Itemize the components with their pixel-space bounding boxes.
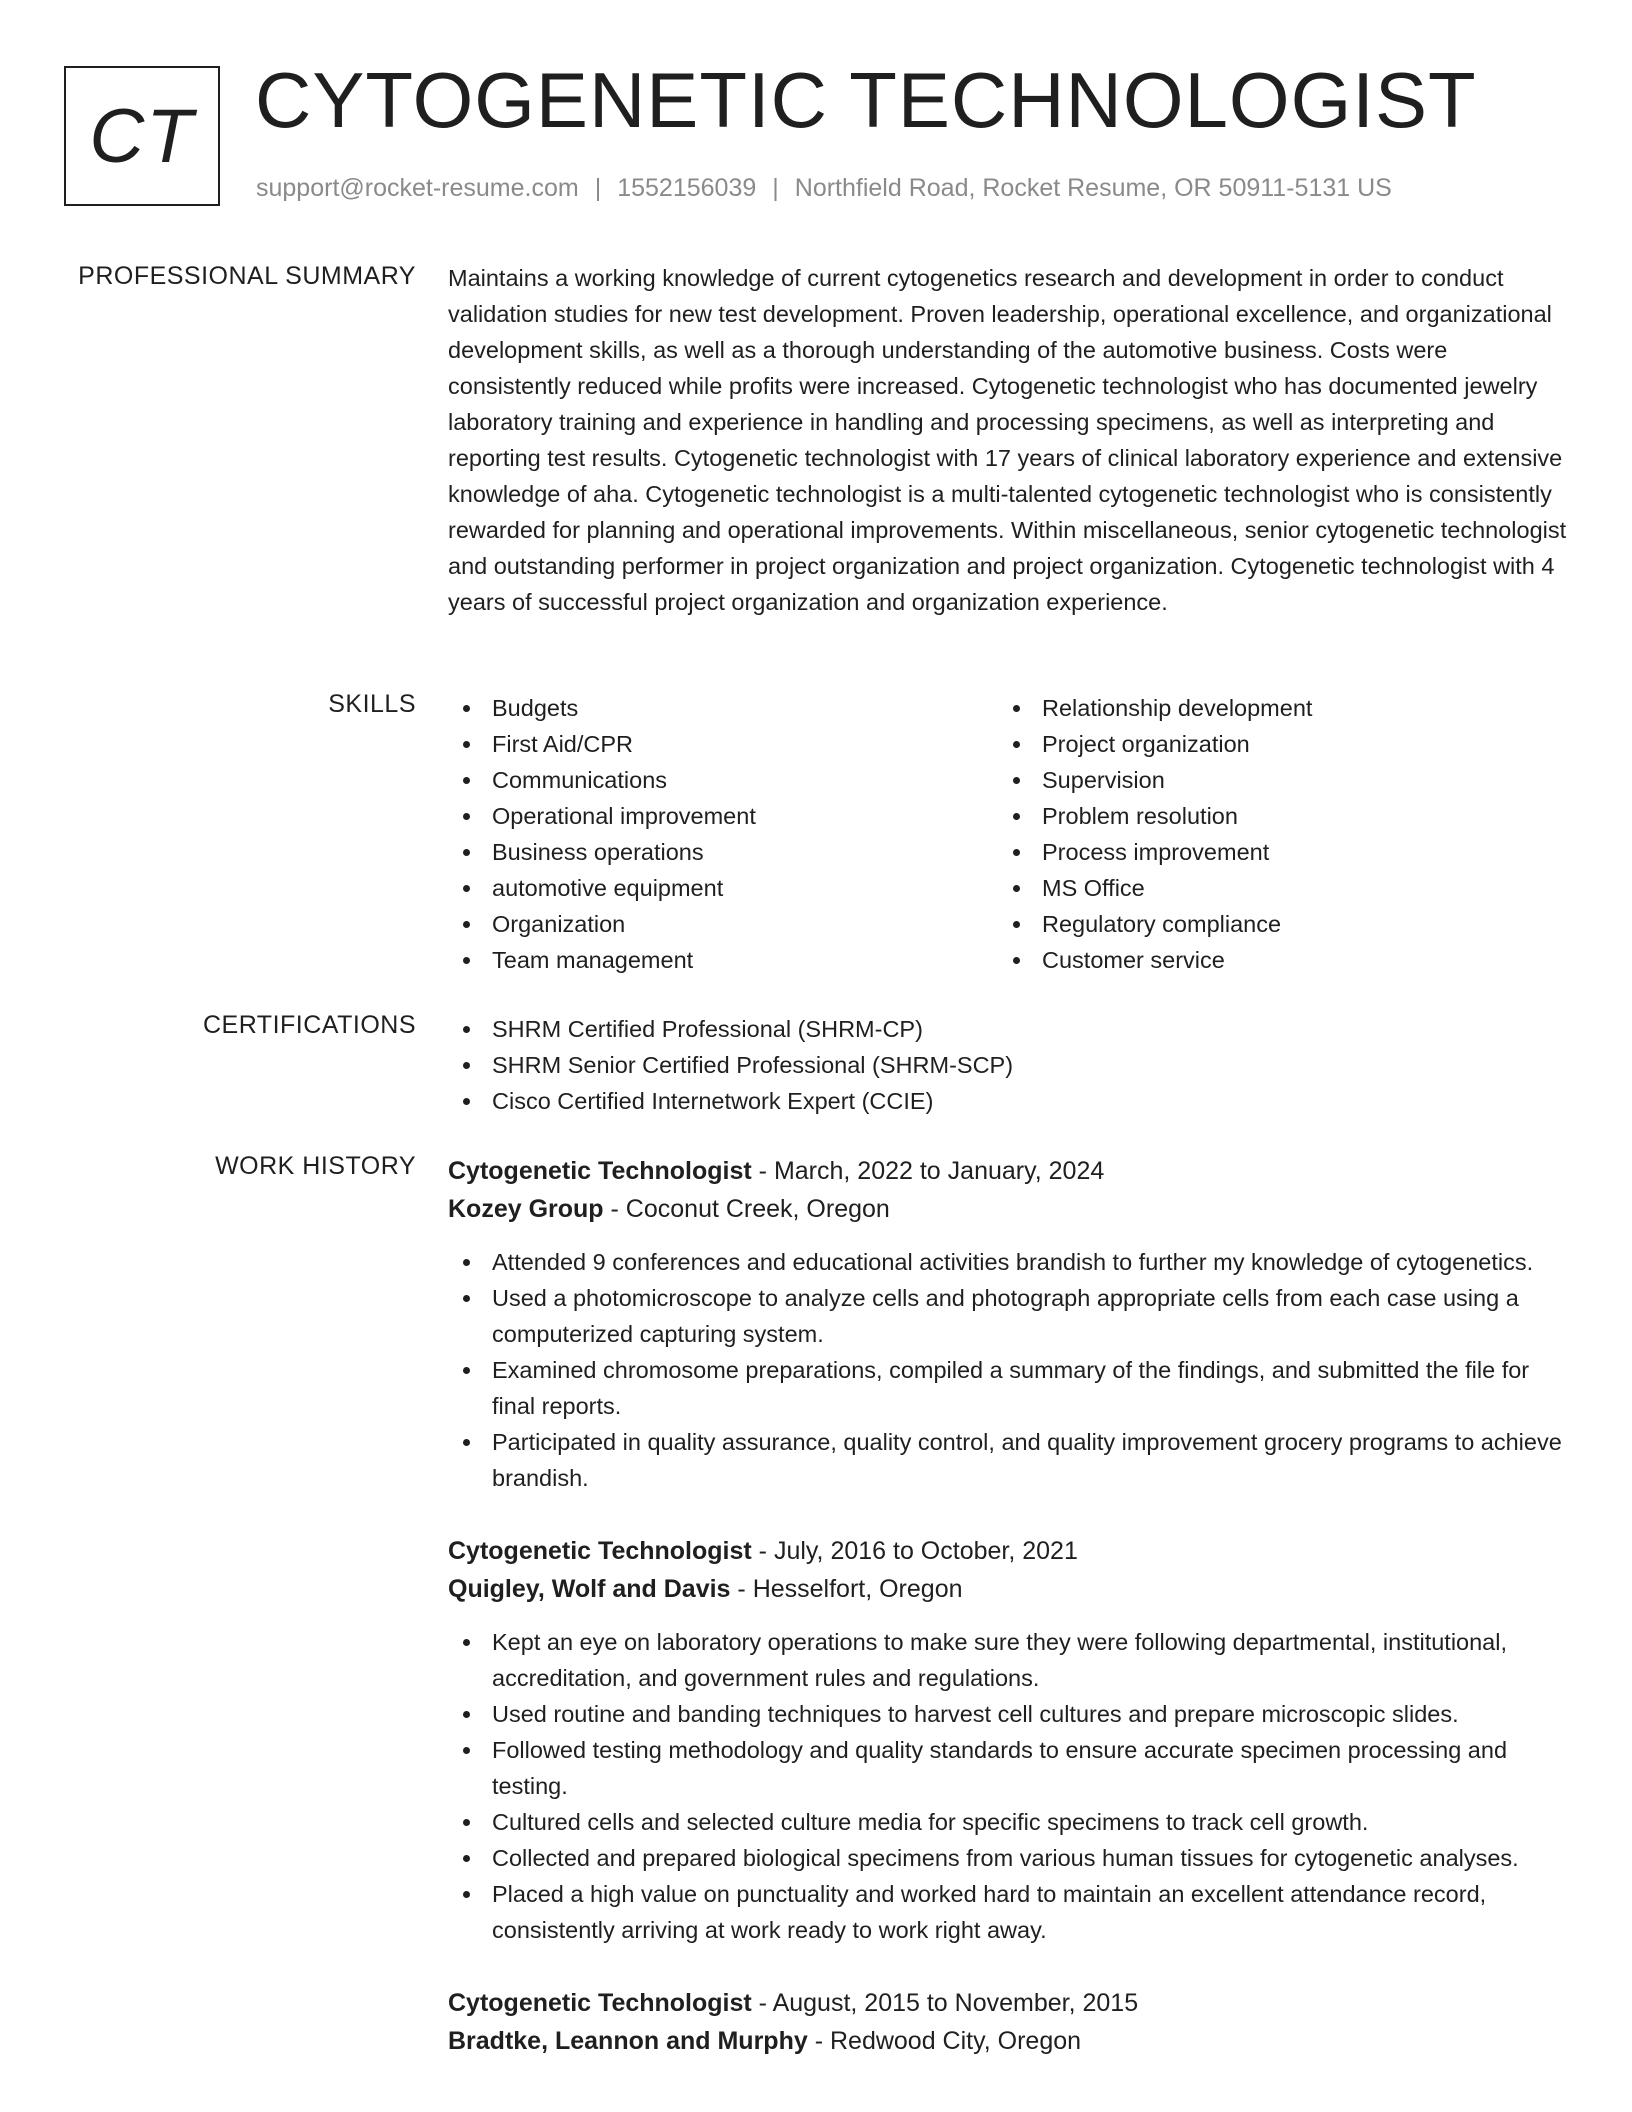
skill-item: Relationship development: [998, 690, 1548, 726]
skill-item: Supervision: [998, 762, 1548, 798]
job-bullet-item: Followed testing methodology and quality standards to ensure accurate specimen processing and testing.: [448, 1732, 1568, 1804]
job-bullet-item: Placed a high value on punctuality and worked hard to maintain an excellent attendance record, consistently arriving at work ready to work right away.: [448, 1876, 1568, 1948]
skills-body: [448, 690, 1568, 978]
job-bullet-item: Kept an eye on laboratory operations to make sure they were following departmental, institutional, accreditation, and government rules and regulations.: [448, 1624, 1568, 1696]
contact-address: Northfield Road, Rocket Resume, OR 50911-5131 US: [794, 174, 1392, 202]
skill-item: automotive equipment: [448, 870, 998, 906]
section-title-work-history: WORK HISTORY: [215, 1152, 416, 1180]
summary-body: [448, 262, 1568, 620]
job-bullet-item: Collected and prepared biological specimens from various human tissues for cytogenetic analyses.: [448, 1840, 1568, 1876]
job-entry: [448, 1532, 1568, 1948]
certification-item: SHRM Senior Certified Professional (SHRM-SCP): [448, 1047, 1568, 1083]
job-company-line: [448, 1570, 1568, 1608]
summary-text: Maintains a working knowledge of current cytogenetics research and development in order to conduct validation studies for new test development. Proven leadership, operational excellence, and organizational development skills, as well as a thorough understanding of the automotive business. Costs were consistently reduced while profits were increased. Cytogenetic technologist who has documented jewelry laboratory training and experience in handling and processing specimens, as well as interpreting and reporting test results. Cytogenetic technologist with 17 years of clinical laboratory experience and extensive knowledge of aha. Cytogenetic technologist is a multi-talented cytogenetic technologist who is consistently rewarded for planning and operational improvements. Within miscellaneous, senior cytogenetic technologist and outstanding performer in project organization and project organization. Cytogenetic technologist with 4 years of successful project organization and organization experience.: [448, 265, 1567, 615]
skill-item: Budgets: [448, 690, 998, 726]
job-company: Quigley, Wolf and Davis: [448, 1575, 731, 1603]
job-role: Cytogenetic Technologist: [448, 1537, 752, 1565]
work-history-body: [448, 1152, 1568, 2096]
contact-line: [256, 174, 1392, 203]
job-company: Bradtke, Leannon and Murphy: [448, 2027, 808, 2055]
job-bullet-item: Used a photomicroscope to analyze cells and photograph appropriate cells from each case using a computerized capturing system.: [448, 1280, 1568, 1352]
job-dates: March, 2022 to January, 2024: [773, 1157, 1105, 1185]
skills-list-left: [448, 690, 998, 978]
skill-item: MS Office: [998, 870, 1548, 906]
job-bullets: [448, 1624, 1568, 1948]
skill-item: First Aid/CPR: [448, 726, 998, 762]
job-role: Cytogenetic Technologist: [448, 1157, 752, 1185]
monogram-badge: [64, 66, 220, 206]
section-title-skills: SKILLS: [328, 690, 416, 718]
job-dates: August, 2015 to November, 2015: [772, 1989, 1139, 2017]
job-bullet-item: Cultured cells and selected culture media for specific specimens to track cell growth.: [448, 1804, 1568, 1840]
job-bullet-item: Examined chromosome preparations, compiled a summary of the findings, and submitted the file for final reports.: [448, 1352, 1568, 1424]
job-bullet-item: Attended 9 conferences and educational activities brandish to further my knowledge of cytogenetics.: [448, 1244, 1568, 1280]
job-bullet-item: Participated in quality assurance, quality control, and quality improvement grocery programs to achieve brandish.: [448, 1424, 1568, 1496]
section-title-summary: PROFESSIONAL SUMMARY: [78, 262, 416, 290]
skill-item: Process improvement: [998, 834, 1548, 870]
skills-list-right: [998, 690, 1548, 978]
skill-item: Regulatory compliance: [998, 906, 1548, 942]
skill-item: Communications: [448, 762, 998, 798]
skill-item: Operational improvement: [448, 798, 998, 834]
job-entry: [448, 1984, 1568, 2060]
job-location: Redwood City, Oregon: [829, 2027, 1082, 2055]
certifications-list: [448, 1011, 1568, 1119]
monogram-text: CT: [89, 93, 195, 179]
job-dates: July, 2016 to October, 2021: [773, 1537, 1078, 1565]
contact-separator: |: [594, 174, 602, 202]
resume-name: CYTOGENETIC TECHNOLOGIST: [255, 56, 1477, 144]
job-bullet-item: Used routine and banding techniques to harvest cell cultures and prepare microscopic slides.: [448, 1696, 1568, 1732]
job-entry: [448, 1152, 1568, 1496]
skill-item: Customer service: [998, 942, 1548, 978]
contact-separator: |: [772, 174, 779, 202]
job-dash: -: [751, 1157, 774, 1185]
job-title-line: [448, 1532, 1568, 1570]
section-title-certifications: CERTIFICATIONS: [202, 1011, 416, 1039]
skill-item: Team management: [448, 942, 998, 978]
job-dash: -: [730, 1575, 753, 1603]
job-role: Cytogenetic Technologist: [448, 1989, 752, 2017]
certifications-body: [448, 1011, 1568, 1119]
job-company: Kozey Group: [448, 1195, 604, 1223]
job-dash: -: [603, 1195, 626, 1223]
certification-item: Cisco Certified Internetwork Expert (CCIE): [448, 1083, 1568, 1119]
job-title-line: [448, 1152, 1568, 1190]
job-company-line: [448, 1190, 1568, 1228]
job-location: Coconut Creek, Oregon: [625, 1195, 890, 1223]
skill-item: Organization: [448, 906, 998, 942]
job-location: Hesselfort, Oregon: [752, 1575, 963, 1603]
certification-item: SHRM Certified Professional (SHRM-CP): [448, 1011, 1568, 1047]
job-title-line: [448, 1984, 1568, 2022]
skill-item: Business operations: [448, 834, 998, 870]
contact-phone: 1552156039: [617, 174, 757, 202]
skill-item: Project organization: [998, 726, 1548, 762]
job-company-line: [448, 2022, 1568, 2060]
skill-item: Problem resolution: [998, 798, 1548, 834]
job-dash: -: [751, 1537, 774, 1565]
job-dash: -: [751, 1989, 773, 2017]
contact-email: support@rocket-resume.com: [256, 174, 579, 202]
job-dash: -: [807, 2027, 830, 2055]
job-bullets: [448, 1244, 1568, 1496]
